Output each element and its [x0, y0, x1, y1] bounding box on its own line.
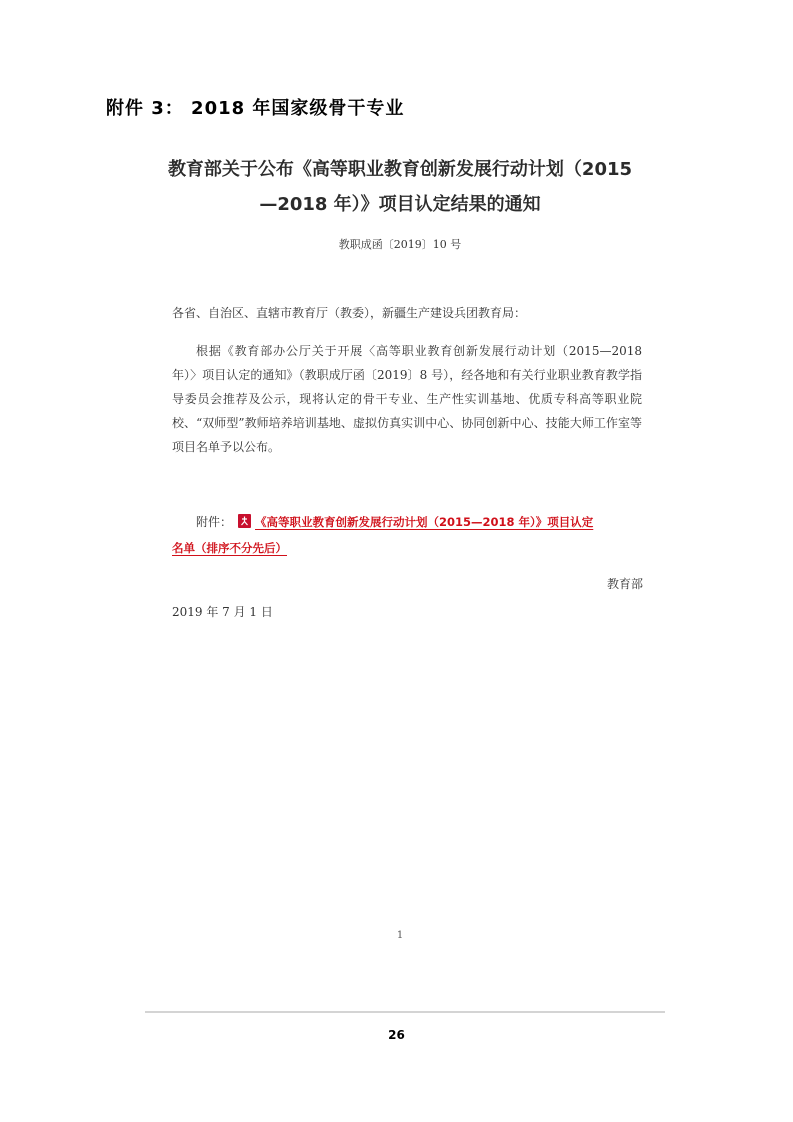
- issuer: 教育部: [606, 577, 643, 591]
- attachment-row: [172, 510, 652, 534]
- notice-title-line-1: 教育部关于公布《高等职业教育创新发展行动计划（2015: [167, 159, 633, 180]
- inner-page-number: 1: [396, 930, 404, 941]
- attachment-heading: 附件 3： 2018 年国家级骨干专业: [106, 98, 405, 119]
- notice-title-line-2: —2018 年）》项目认定结果的通知: [259, 194, 541, 215]
- salutation: 各省、自治区、直辖市教育厅（教委），新疆生产建设兵团教育局：: [172, 306, 527, 320]
- notice-body-paragraph: 根据《教育部办公厅关于开展〈高等职业教育创新发展行动计划（2015—2018 年）〉项目认定的通知》（教职成厅函〔2019〕8 号），经各地和有关行业职业教育教学指导委员会推荐及公示，现将认定的骨干专业、生产性实训基地、优质专科高等职业院校、“双师型”教师培养培训基地、虚拟仿真实训中心、协同创新中心、技能大师工作室等项目名单予以公布。: [172, 344, 642, 454]
- page-number: 26: [388, 1028, 405, 1042]
- attachment-link-continuation[interactable]: 名单（排序不分先后）: [172, 541, 287, 555]
- footer-divider: [145, 1011, 665, 1013]
- document-number: 教职成函〔2019〕10 号: [338, 238, 462, 251]
- attachment-link[interactable]: 《高等职业教育创新发展行动计划（2015—2018 年）》项目认定: [255, 515, 594, 529]
- attachment-prefix-label: 附件：: [196, 515, 233, 529]
- issue-date: 2019 年 7 月 1 日: [172, 605, 273, 619]
- pdf-file-icon[interactable]: [238, 514, 251, 528]
